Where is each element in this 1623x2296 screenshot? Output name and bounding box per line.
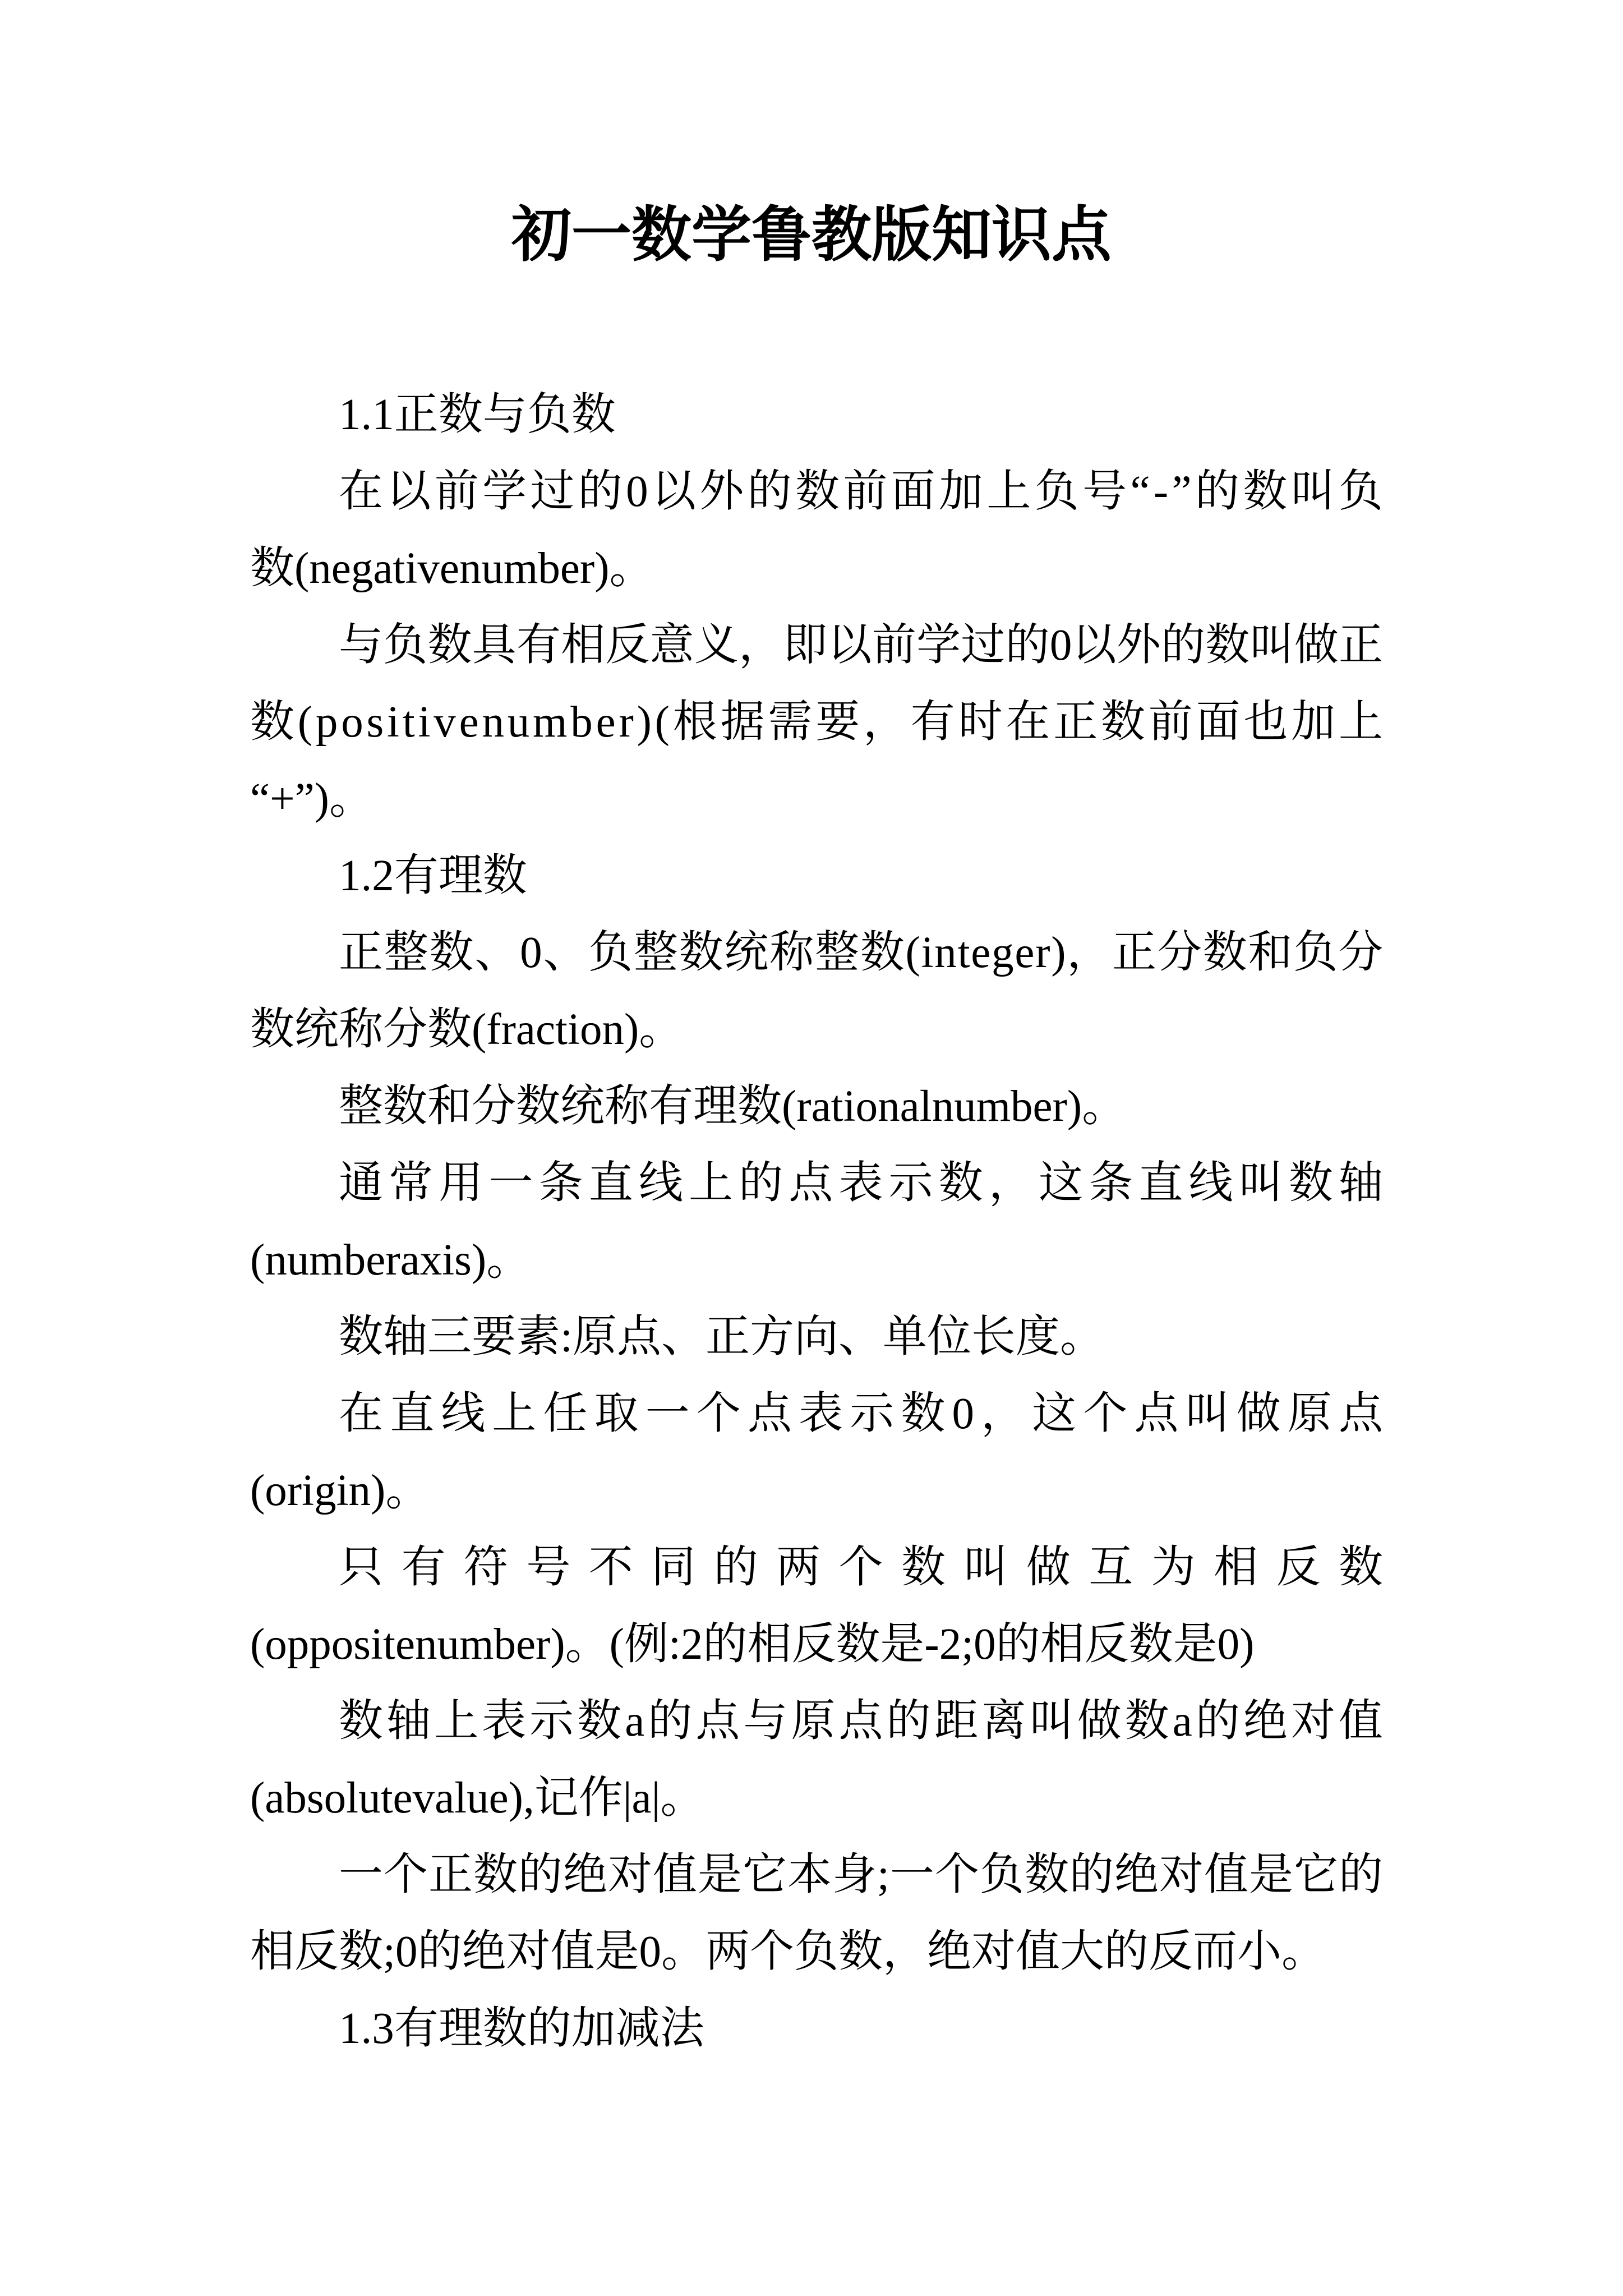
paragraph (250, 914, 1383, 1068)
line-text: 在以前学过的0以外的数前面加上负号“-”的数叫负 (339, 467, 1387, 516)
line-text: “+”)。 (250, 775, 374, 823)
line-text: (oppositenumber)。(例:2的相反数是-2;0的相反数是0) (250, 1620, 1255, 1669)
paragraph-line (250, 1683, 1387, 1760)
line-text: (origin)。 (250, 1466, 430, 1515)
paragraph (250, 1683, 1387, 1837)
line-text: 数(negativenumber)。 (250, 544, 654, 593)
paragraph-line (250, 376, 1383, 453)
line-text: 数统称分数(fraction)。 (250, 1005, 684, 1054)
line-text: 一个正数的绝对值是它本身;一个负数的绝对值是它的 (339, 1851, 1384, 1899)
paragraph-line (250, 761, 1383, 838)
line-text: 数(positivenumber)(根据需要，有时在正数前面也加上 (250, 698, 1386, 747)
line-text: (absolutevalue),记作|a|。 (250, 1774, 705, 1823)
paragraph-line (250, 1222, 1383, 1299)
line-text: (numberaxis)。 (250, 1236, 531, 1285)
line-text: 相反数;0的绝对值是0。两个负数，绝对值大的反而小。 (250, 1927, 1326, 1976)
section-heading (250, 376, 1383, 453)
paragraph (250, 1837, 1383, 1990)
line-text: 整数和分数统称有理数(rationalnumber)。 (339, 1082, 1127, 1131)
paragraph-line (250, 1299, 1383, 1375)
paragraph-line (250, 1837, 1383, 1913)
paragraph-line (250, 1606, 1383, 1683)
paragraph-line (250, 1145, 1389, 1222)
line-text: 1.2有理数 (339, 852, 527, 900)
paragraph (250, 1299, 1383, 1375)
section-heading (250, 838, 1383, 914)
paragraph (250, 607, 1386, 838)
paragraph-line (250, 1760, 1383, 1837)
paragraph-line (250, 1913, 1383, 1990)
line-text: 1.1正数与负数 (339, 390, 616, 439)
paragraph-line (250, 914, 1383, 991)
line-text: 数轴上表示数a的点与原点的距离叫做数a的绝对值 (339, 1697, 1387, 1746)
paragraph-line (250, 1529, 1401, 1606)
paragraph-line (250, 1990, 1383, 2067)
line-text: 通常用一条直线上的点表示数，这条直线叫数轴 (339, 1159, 1389, 1208)
line-text: 1.3有理数的加减法 (339, 2004, 704, 2053)
line-text: 在直线上任取一个点表示数0，这个点叫做原点 (339, 1389, 1390, 1438)
line-text: 数轴三要素:原点、正方向、单位长度。 (339, 1313, 1104, 1361)
paragraph (250, 453, 1387, 607)
section-heading (250, 1990, 1383, 2067)
paragraph-line (250, 607, 1383, 684)
document-body (250, 376, 1401, 2067)
paragraph (250, 1068, 1383, 1145)
line-text: 只有符号不同的两个数叫做互为相反数 (339, 1543, 1401, 1592)
paragraph-line (250, 838, 1383, 914)
line-text: 与负数具有相反意义，即以前学过的0以外的数叫做正 (339, 621, 1384, 670)
paragraph-line (250, 530, 1383, 607)
paragraph-line (250, 1375, 1390, 1452)
paragraph-line (250, 453, 1387, 530)
line-text: 正整数、0、负整数统称整数(integer)，正分数和负分 (339, 928, 1384, 977)
paragraph (250, 1529, 1401, 1683)
paragraph (250, 1375, 1390, 1529)
paragraph-line (250, 1452, 1383, 1529)
paragraph-line (250, 684, 1386, 761)
document-title: 初一数学鲁教版知识点 (511, 203, 1112, 269)
paragraph-line (250, 991, 1383, 1068)
paragraph (250, 1145, 1389, 1299)
paragraph-line (250, 1068, 1383, 1145)
